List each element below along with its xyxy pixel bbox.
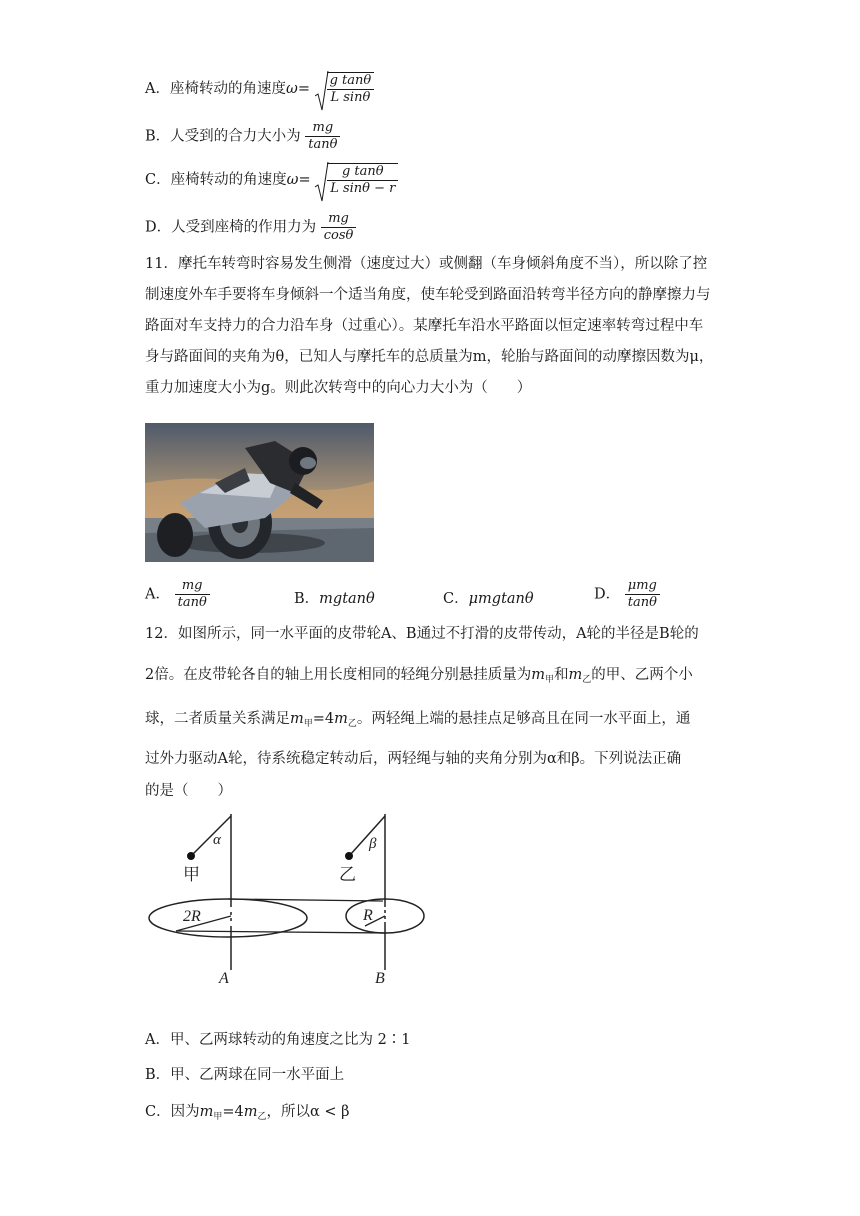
option-c-q11[interactable]: C．μmgtanθ (443, 591, 534, 607)
svg-text:A: A (219, 970, 229, 987)
svg-text:2R: 2R (183, 908, 201, 925)
question-12-line2: 2倍。在皮带轮各自的轴上用长度相同的轻绳分别悬挂质量为$m_甲$和$m_乙$的甲、乙两个小 (145, 667, 693, 685)
sqrt-expression: $\frac{\text{g tanθ}}{\text{L sinθ − r}}$ (315, 163, 398, 197)
option-b-q12[interactable]: B．甲、乙两球在同一水平面上 (145, 1067, 345, 1083)
option-a-q12[interactable]: A．甲、乙两球转动的角速度之比为 2∶1 (145, 1032, 411, 1048)
option-a-q11[interactable]: A． $\frac{mg}{\tan\theta}$ (145, 578, 210, 611)
fraction: $\frac{\text{μmg}}{\tan\theta}$ (625, 578, 660, 611)
svg-text:α: α (213, 832, 221, 848)
question-12-line3: 球，二者质量关系满足$m_甲=4m_乙$。两轻绳上端的悬挂点足够高且在同一水平面上，通 (145, 711, 691, 729)
svg-text:乙: 乙 (339, 865, 356, 884)
option-d-q10[interactable]: D．人受到座椅的作用力为 $\frac{mg}{\cos\theta}$ (145, 211, 356, 244)
fraction: $\frac{mg}{\cos\theta}$ (321, 211, 357, 244)
pulley-diagram (145, 812, 435, 992)
svg-text:甲: 甲 (183, 865, 200, 884)
question-11-text: 11．摩托车转弯时容易发生侧滑（速度过大）或侧翻（车身倾斜角度不当），所以除了控制速度外车手要将车身倾斜一个适当角度，使车轮受到路面沿转弯半径方向的静摩擦力与路面对车支持力的合力沿车身（过重心）。某摩托车沿水平路面以恒定速率转弯过程中车身与路面间的夹角为θ，已知人与摩托车的总质量为m，轮胎与路面间的动摩擦因数为μ，重力加速度大小为g。则此次转弯中的向心力大小为（ ） (145, 256, 714, 396)
svg-text:β: β (369, 836, 377, 852)
svg-text:R: R (363, 907, 373, 924)
option-d-q11[interactable]: D． $\frac{\text{μmg}}{\tan\theta}$ (594, 578, 660, 611)
option-c-q12[interactable]: C．因为$m_甲=4m_乙$，所以α < β (145, 1104, 350, 1122)
motorcycle-photo (145, 423, 374, 562)
option-b-q11[interactable]: B．mgtanθ (294, 591, 375, 607)
option-b-q10[interactable]: B．人受到的合力大小为 $\frac{mg}{\tan\theta}$ (145, 120, 340, 153)
fraction: $\frac{mg}{\tan\theta}$ (305, 120, 340, 153)
svg-text:B: B (375, 970, 385, 987)
fraction: $\frac{mg}{\tan\theta}$ (175, 578, 210, 611)
question-12-line1: 12．如图所示，同一水平面的皮带轮A、B通过不打滑的皮带传动，A轮的半径是B轮的 (145, 626, 699, 642)
sqrt-expression: $\frac{\text{g tanθ}}{\text{L sinθ}}$ (315, 72, 375, 106)
option-c-q10[interactable]: C．座椅转动的角速度ω= $\frac{\text{g tanθ}}{\text{L sinθ − r}}$ (145, 163, 398, 197)
question-12-line4: 过外力驱动A轮，待系统稳定转动后，两轻绳与轴的夹角分别为α和β。下列说法正确 (145, 751, 682, 767)
question-12-line5: 的是（ ） (145, 783, 232, 799)
option-a-q10[interactable]: A．座椅转动的角速度ω= $\frac{\text{g tanθ}}{\text{L sinθ}}$ (145, 72, 374, 106)
